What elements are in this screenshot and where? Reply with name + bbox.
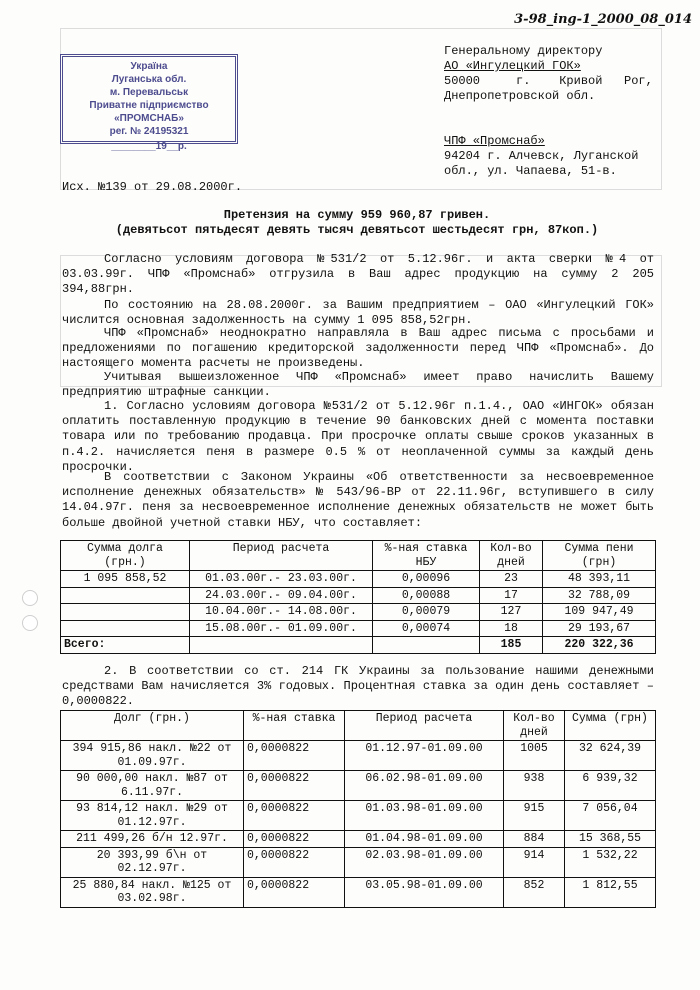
table-row [61, 877, 656, 907]
recipient-company: АО «Ингулецкий ГОК» [444, 59, 581, 73]
table-header-row [61, 711, 656, 741]
period-cell: 15.08.00г.- 01.09.00г. [190, 620, 373, 637]
table-row [61, 831, 656, 848]
sender-address [444, 134, 638, 179]
period-cell: 01.12.97-01.09.00 [345, 741, 504, 771]
sum-cell: 1 532,22 [565, 847, 656, 877]
rate-cell: 0,0000822 [244, 801, 345, 831]
table-header-row [61, 541, 656, 571]
empty-cell [61, 620, 190, 637]
sender-line: обл., ул. Чапаева, 51-в. [444, 164, 617, 178]
total-sum: 220 322,36 [543, 637, 656, 654]
table-header: Кол-во дней [480, 541, 543, 571]
table-row [61, 620, 656, 637]
period-cell: 01.03.98-01.09.00 [345, 801, 504, 831]
document-id: 3-98_ing-1_2000_08_014 [514, 12, 692, 27]
table-row [61, 771, 656, 801]
claim-title [62, 208, 652, 238]
stamp-date-line: ________19__р. [111, 141, 187, 152]
recipient-line: Генеральному директору [444, 44, 603, 58]
claim-title-line: (девятьсот пятьдесят девять тысяч девятьсот шестьдесят грн, 87коп.) [115, 223, 599, 237]
claim-title-line: Претензия на сумму 959 960,87 гривен. [223, 208, 491, 222]
empty-cell [61, 587, 190, 604]
sum-cell: 6 939,32 [565, 771, 656, 801]
empty-cell [61, 604, 190, 621]
stamp-line: Приватне підприємство [89, 100, 209, 111]
empty-cell [373, 637, 480, 654]
rate-cell: 0,0000822 [244, 877, 345, 907]
period-cell: 03.05.98-01.09.00 [345, 877, 504, 907]
table-header: Сумма (грн) [565, 711, 656, 741]
rate-cell: 0,00088 [373, 587, 480, 604]
table-header: Кол-во дней [504, 711, 565, 741]
punch-hole [22, 615, 38, 631]
total-label: Всего: [61, 637, 190, 654]
period-cell: 02.03.98-01.09.00 [345, 847, 504, 877]
period-cell: 06.02.98-01.09.00 [345, 771, 504, 801]
table-header: Долг (грн.) [61, 711, 244, 741]
paragraph: 1. Согласно условиям договора №531/2 от 5.12.96г п.1.4., ОАО «ИНГОК» обязан оплатить поставленную продукцию в течение 90 банковских дней с момента поставки товара или по требованию продавца. При просрочке оплаты свыше сроков указанных в п.4.2. начисляется пеня в размере 0.5 % от неоплаченной суммы за каждый день просрочки. [62, 399, 654, 474]
days-cell: 915 [504, 801, 565, 831]
days-cell: 938 [504, 771, 565, 801]
sum-cell: 32 624,39 [565, 741, 656, 771]
period-cell: 10.04.00г.- 14.08.00г. [190, 604, 373, 621]
interest-table [60, 710, 656, 908]
paragraph: По состоянию на 28.08.2000г. за Вашим предприятием – ОАО «Ингулецкий ГОК» числится основная задолженность на сумму 1 095 858,52грн. [62, 298, 654, 328]
debt-cell: 20 393,99 б\н от 02.12.97г. [61, 847, 244, 877]
sum-cell: 32 788,09 [543, 587, 656, 604]
table-row [61, 741, 656, 771]
debt-cell: 93 814,12 накл. №29 от 01.12.97г. [61, 801, 244, 831]
outgoing-reference: Исх. №139 от 29.08.2000г. [62, 180, 243, 194]
sum-cell: 7 056,04 [565, 801, 656, 831]
recipient-line: Днепропетровской обл. [444, 89, 596, 103]
recipient-address [444, 44, 653, 104]
table-header: %-ная ставка [244, 711, 345, 741]
rate-cell: 0,00079 [373, 604, 480, 621]
sum-cell: 109 947,49 [543, 604, 656, 621]
days-cell: 127 [480, 604, 543, 621]
rate-cell: 0,00096 [373, 571, 480, 588]
table-row [61, 801, 656, 831]
paragraph: Согласно условиям договора №531/2 от 5.12.96г. и акта сверки №4 от 03.03.99г. ЧПФ «Промснаб» отгрузила в Ваш адрес продукцию на сумму 2 205 394,88грн. [62, 252, 654, 297]
stamp-line: «ПРОМСНАБ» [114, 113, 184, 124]
stamp-line: рег. № 24195321 [109, 126, 189, 137]
paragraph: В соответствии с Законом Украины «Об ответственности за несвоевременное исполнение денежных обязательств» № 543/96-ВР от 22.11.96г, вступившего в силу 14.04.97г. пеня за несвоевременное исполнение денежных обязательств не может быть больше двойной учетной ставки НБУ, что составляет: [62, 470, 654, 530]
rate-cell: 0,0000822 [244, 847, 345, 877]
sum-cell: 15 368,55 [565, 831, 656, 848]
empty-cell [190, 637, 373, 654]
days-cell: 17 [480, 587, 543, 604]
sum-cell: 1 812,55 [565, 877, 656, 907]
sender-company: ЧПФ «Промснаб» [444, 134, 545, 148]
table-header: Период расчета [190, 541, 373, 571]
table-header: %-ная ставка НБУ [373, 541, 480, 571]
table-header: Сумма пени (грн) [543, 541, 656, 571]
days-cell: 23 [480, 571, 543, 588]
sender-line: 94204 г. Алчевск, Луганской [444, 149, 639, 163]
table-row [61, 571, 656, 588]
stamp-line: Україна [130, 61, 168, 72]
days-cell: 914 [504, 847, 565, 877]
paragraph: 2. В соответствии со ст. 214 ГК Украины за пользование нашими денежными средствами Вам начисляется 3% годовых. Процентная ставка за один день составляет – 0,0000822. [62, 664, 654, 709]
days-cell: 1005 [504, 741, 565, 771]
debt-cell: 394 915,86 накл. №22 от 01.09.97г. [61, 741, 244, 771]
table-header: Сумма долга (грн.) [61, 541, 190, 571]
recipient-line: 50000 г. Кривой Рог, [444, 74, 653, 88]
period-cell: 24.03.00г.- 09.04.00г. [190, 587, 373, 604]
debt-cell: 1 095 858,52 [61, 571, 190, 588]
rate-cell: 0,0000822 [244, 831, 345, 848]
days-cell: 884 [504, 831, 565, 848]
total-row [61, 637, 656, 654]
paragraph: Учитывая вышеизложенное ЧПФ «Промснаб» имеет право начислить Вашему предприятию штрафные санкции. [62, 370, 654, 400]
period-cell: 01.03.00г.- 23.03.00г. [190, 571, 373, 588]
sum-cell: 29 193,67 [543, 620, 656, 637]
table-row [61, 847, 656, 877]
table-header: Период расчета [345, 711, 504, 741]
stamp-line: м. Перевальськ [109, 87, 189, 98]
rate-cell: 0,00074 [373, 620, 480, 637]
rate-cell: 0,0000822 [244, 771, 345, 801]
total-days: 185 [480, 637, 543, 654]
period-cell: 01.04.98-01.09.00 [345, 831, 504, 848]
paragraph: ЧПФ «Промснаб» неоднократно направляла в Ваш адрес письма с просьбами и предложениями по погашению кредиторской задолженности перед ЧПФ «Промснаб». До настоящего момента расчеты не произведены. [62, 326, 654, 371]
stamp-line: Луганська обл. [111, 74, 187, 85]
days-cell: 852 [504, 877, 565, 907]
rate-cell: 0,0000822 [244, 741, 345, 771]
debt-cell: 25 880,84 накл. №125 от 03.02.98г. [61, 877, 244, 907]
company-stamp [60, 54, 238, 152]
debt-cell: 90 000,00 накл. №87 от 6.11.97г. [61, 771, 244, 801]
table-row [61, 604, 656, 621]
sum-cell: 48 393,11 [543, 571, 656, 588]
penalty-table [60, 540, 656, 654]
punch-hole [22, 590, 38, 606]
days-cell: 18 [480, 620, 543, 637]
debt-cell: 211 499,26 б/н 12.97г. [61, 831, 244, 848]
table-row [61, 587, 656, 604]
